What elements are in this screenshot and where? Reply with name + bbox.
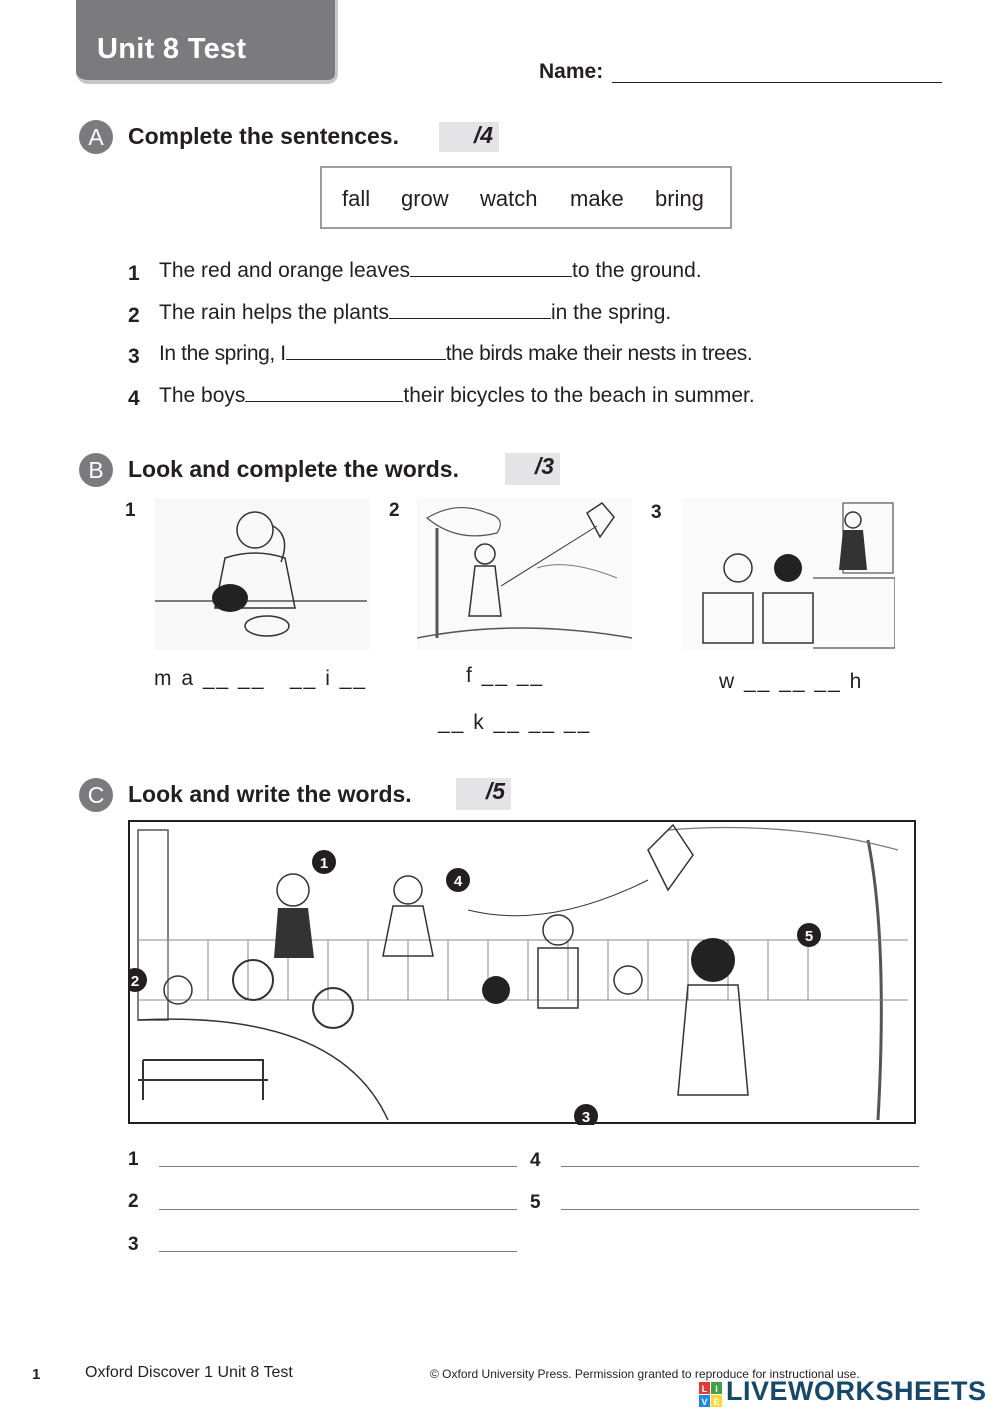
word-bank-item: fall bbox=[342, 186, 371, 211]
word-bank-item: make bbox=[570, 186, 624, 211]
liveworksheets-logo[interactable]: LIVEWORKSHEETS bbox=[726, 1376, 987, 1406]
sentence-blank[interactable] bbox=[286, 342, 446, 360]
copyright-notice: © Oxford University Press. Permission granted to reproduce for instructional use. bbox=[430, 1367, 860, 1381]
section-c-score: /5 bbox=[456, 778, 511, 810]
sentence-blank[interactable] bbox=[389, 301, 551, 319]
word-bank bbox=[320, 166, 732, 229]
section-a-badge: A bbox=[79, 120, 113, 154]
section-b-badge: B bbox=[79, 453, 113, 487]
liveworksheets-logo-icon bbox=[699, 1382, 723, 1408]
sentence-number: 2 bbox=[128, 304, 140, 327]
picture-number: 1 bbox=[125, 500, 136, 521]
kite-picture bbox=[417, 498, 632, 650]
sentence-blank[interactable] bbox=[245, 384, 403, 402]
section-b-title: Look and complete the words. bbox=[128, 456, 459, 482]
cooking-picture bbox=[155, 498, 370, 650]
sentence-blank[interactable] bbox=[410, 259, 572, 277]
scene-marker-5: 5 bbox=[804, 928, 814, 945]
section-c-title: Look and write the words. bbox=[128, 781, 412, 807]
scene-marker-1: 1 bbox=[319, 855, 329, 872]
answer-line[interactable] bbox=[561, 1166, 919, 1167]
word-bank-item: watch bbox=[480, 186, 538, 211]
answer-line[interactable] bbox=[561, 1209, 919, 1210]
book-title: Oxford Discover 1 Unit 8 Test bbox=[85, 1364, 293, 1381]
sentence-3 bbox=[159, 342, 752, 366]
logo-letter: V bbox=[701, 1397, 708, 1407]
sentence-1 bbox=[159, 259, 702, 283]
word-hint[interactable]: w __ __ __ h bbox=[719, 670, 864, 693]
scene-marker-3: 3 bbox=[581, 1109, 591, 1125]
sentence-4 bbox=[159, 384, 755, 408]
sentence-number: 3 bbox=[128, 345, 140, 368]
answer-line[interactable] bbox=[159, 1251, 517, 1252]
word-bank-item: grow bbox=[401, 186, 449, 211]
name-field[interactable] bbox=[612, 82, 942, 83]
sentence-2 bbox=[159, 301, 671, 325]
logo-letter: E bbox=[713, 1397, 720, 1407]
section-c-badge: C bbox=[79, 778, 113, 812]
sentence-text: The rain helps the plants bbox=[159, 301, 389, 324]
answer-line[interactable] bbox=[159, 1166, 517, 1167]
answer-number: 1 bbox=[128, 1149, 139, 1170]
sentence-text: in the spring. bbox=[550, 301, 672, 324]
sentence-text: The boys bbox=[159, 384, 246, 407]
page-title: Unit 8 Test bbox=[97, 33, 247, 65]
picture-number: 2 bbox=[389, 500, 400, 521]
answer-number: 5 bbox=[530, 1192, 541, 1213]
page-number: 1 bbox=[32, 1366, 41, 1383]
word-bank-item: bring bbox=[655, 186, 704, 211]
logo-mark bbox=[699, 1382, 723, 1408]
answer-line[interactable] bbox=[159, 1209, 517, 1210]
sentence-text: to the ground. bbox=[572, 259, 702, 282]
scene-marker-2: 2 bbox=[130, 973, 140, 990]
name-label: Name: bbox=[539, 60, 604, 83]
watching-picture bbox=[683, 498, 895, 650]
picture-number: 3 bbox=[651, 502, 662, 523]
logo-letter: I bbox=[715, 1384, 718, 1394]
answer-number: 2 bbox=[128, 1191, 139, 1212]
logo-letter: L bbox=[701, 1384, 708, 1394]
word-hint[interactable]: __ i __ bbox=[290, 667, 368, 690]
answer-number: 3 bbox=[128, 1234, 139, 1255]
word-hint[interactable]: f __ __ bbox=[466, 664, 545, 687]
answer-number: 4 bbox=[530, 1150, 541, 1171]
scene-marker-4: 4 bbox=[453, 873, 463, 890]
word-hint[interactable]: m a __ __ bbox=[154, 667, 266, 690]
section-b-score: /3 bbox=[505, 453, 560, 485]
sentence-number: 1 bbox=[128, 262, 140, 285]
sentence-text: their bicycles to the beach in summer. bbox=[403, 384, 755, 407]
sentence-text: the birds make their nests in trees. bbox=[445, 342, 753, 365]
word-hint[interactable]: __ k __ __ __ bbox=[438, 711, 592, 734]
sentence-number: 4 bbox=[128, 387, 140, 410]
sentence-text: In the spring, I bbox=[159, 342, 286, 365]
park-scene-picture bbox=[128, 820, 916, 1125]
section-a-score: /4 bbox=[439, 122, 499, 152]
sentence-text: The red and orange leaves bbox=[159, 259, 411, 282]
section-a-title: Complete the sentences. bbox=[128, 123, 399, 149]
